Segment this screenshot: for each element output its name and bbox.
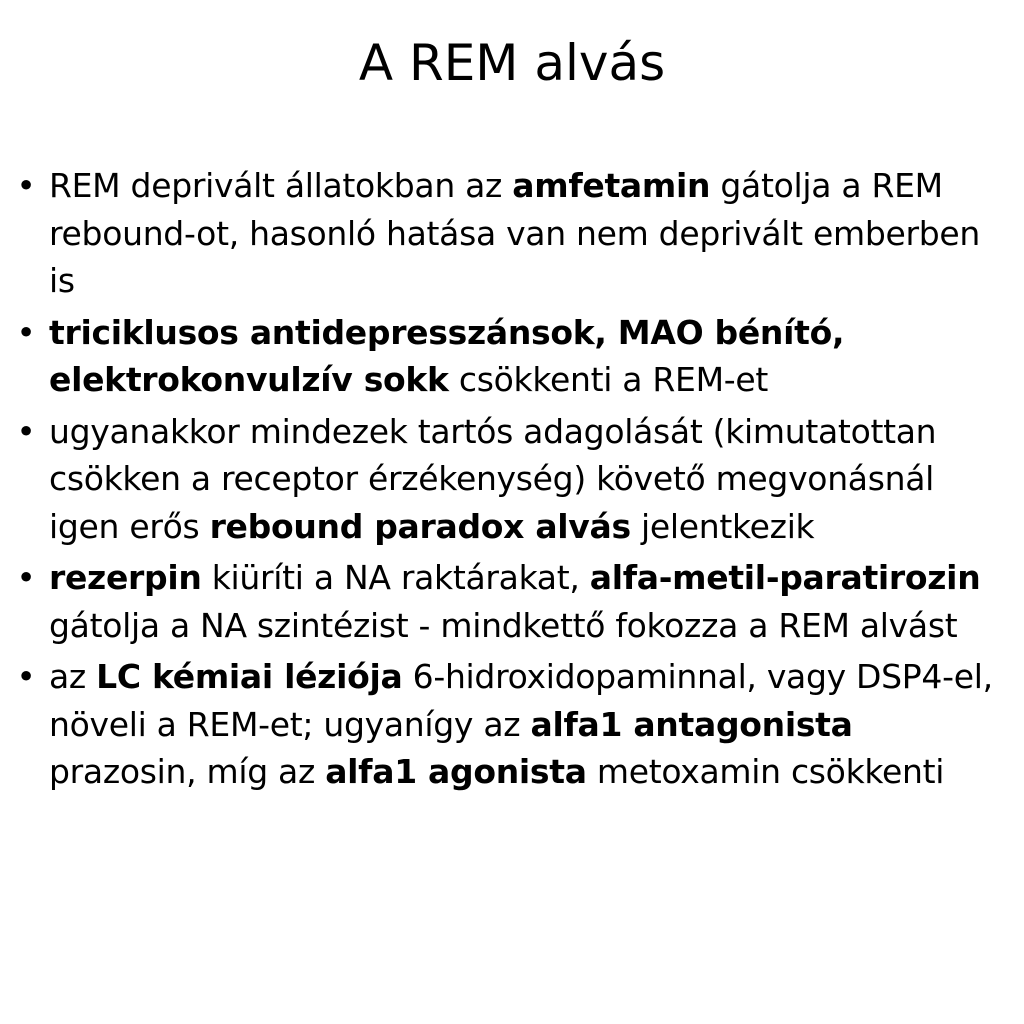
bullet-text-bold: alfa1 agonista [325, 752, 587, 791]
bullet-text-bold: alfa-metil-paratirozin [589, 558, 981, 597]
bullet-item-rebound [14, 408, 1004, 551]
bullet-item-rezerpin [14, 554, 1004, 649]
bullet-text-bold: rebound paradox alvás [209, 506, 631, 546]
bullet-text-bold: amfetamin [512, 166, 711, 205]
bullet-text-bold: triciklusos antidepresszánsok, MAO bénító, elektrokonvulzív sokk [49, 312, 845, 399]
slide-title: A REM alvás [358, 34, 666, 92]
bullet-text: jelentkezik [630, 506, 815, 546]
bullet-text: gátolja a NA szintézist - mindkettő fokozza a REM alvást [49, 605, 958, 645]
bullet-text: REM deprivált állatokban az [49, 166, 513, 205]
bullet-text: ugyanakkor mindezek tartós adagolását (kimutatottan csökken a receptor érzékenység) követő megvonásnál igen erős [49, 411, 937, 546]
bullet-marker: • [16, 558, 36, 597]
bullet-list [14, 162, 1004, 800]
bullet-marker: • [16, 166, 36, 205]
bullet-item-lc-lesion [14, 653, 1004, 796]
bullet-text: gátolja a REM rebound-ot, hasonló hatása van nem deprivált emberben is [49, 166, 980, 300]
bullet-text: prazosin, míg az [49, 752, 326, 791]
bullet-marker: • [16, 312, 36, 352]
bullet-text: 6-hidroxidopaminnal, vagy DSP4-el, növeli a REM-et; ugyanígy az [49, 657, 993, 744]
bullet-text: kiüríti a NA raktárakat, [201, 558, 590, 597]
bullet-text-bold: alfa1 antagonista [530, 704, 853, 744]
bullet-marker: • [16, 657, 36, 696]
bullet-marker: • [16, 411, 36, 451]
bullet-item-antidepressants [14, 309, 1004, 404]
bullet-text: az [49, 657, 97, 696]
bullet-text-bold: rezerpin [49, 558, 202, 597]
bullet-item-amfetamin [14, 162, 1004, 305]
bullet-text-bold: LC kémiai léziója [96, 657, 403, 696]
bullet-text: csökkenti a REM-et [448, 360, 769, 399]
bullet-text: metoxamin csökkenti [586, 752, 945, 791]
